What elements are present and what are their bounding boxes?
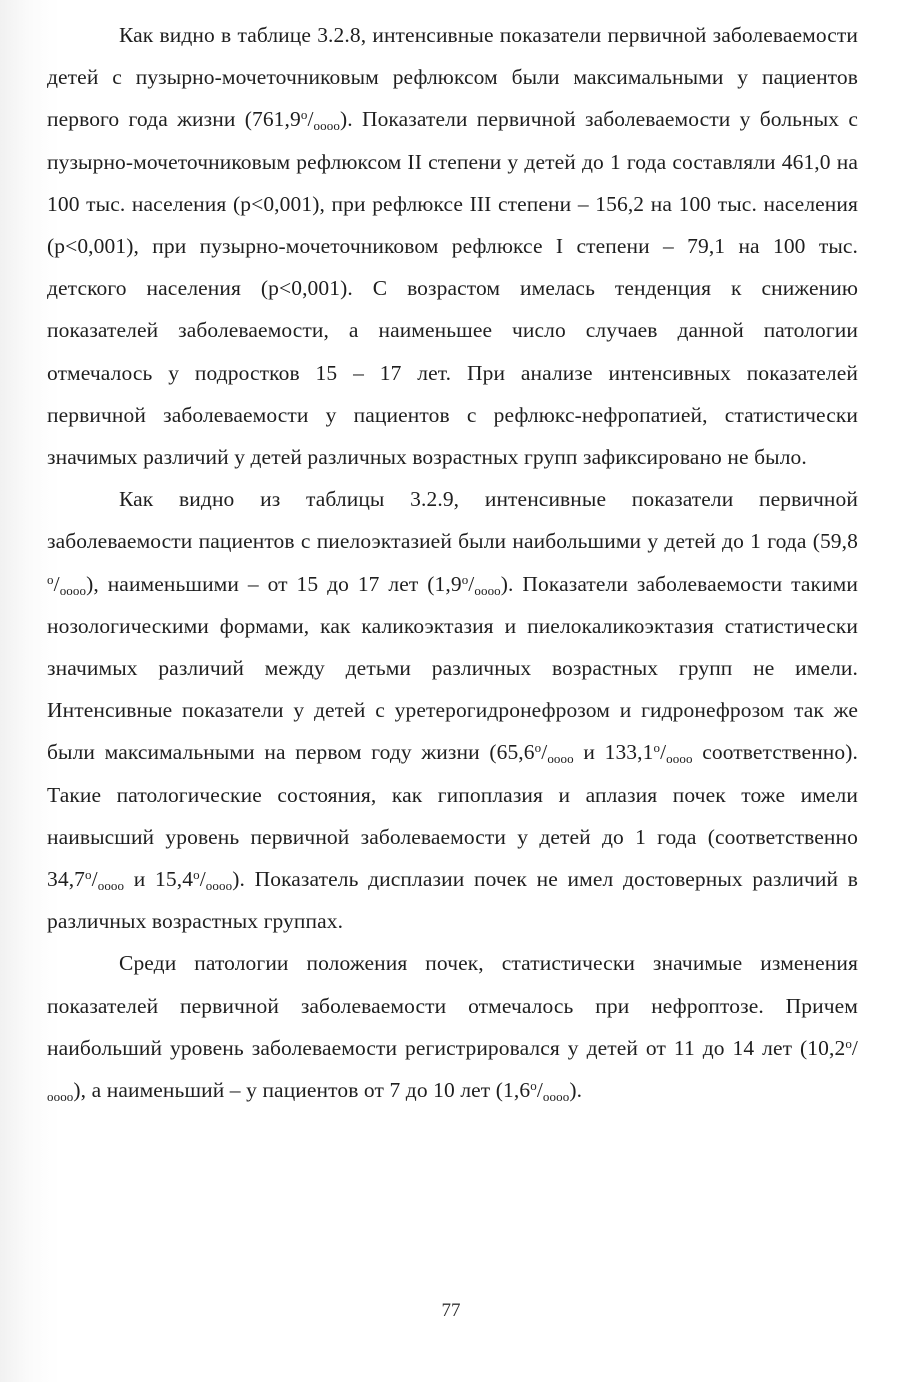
- text-run: ).: [569, 1078, 583, 1103]
- rate-unit-sup: о: [300, 107, 308, 123]
- page-number: 77: [441, 1300, 461, 1321]
- text-run: ), а наименьший – у пациентов от 7 до 10 лет (1,6: [73, 1078, 531, 1103]
- rate-unit: $^о/_{оооо}$: [193, 866, 233, 893]
- rate-unit: $^о/_{оооо}$: [530, 1077, 570, 1104]
- rate-unit: $^о/_{оооо}$: [534, 740, 574, 767]
- rate-unit: $^о/_{оооо}$: [47, 571, 87, 598]
- rate-unit-sup: о: [845, 1035, 852, 1051]
- rate-unit-sub: оооо: [205, 877, 233, 893]
- paragraph-1: [47, 14, 858, 478]
- rate-unit-sup: о: [47, 571, 54, 587]
- rate-unit: $^о/_{оооо}$: [461, 571, 501, 598]
- text-run: ). Показатель дисплазии почек не имел достоверных различий в различных возрастных группах.: [47, 867, 858, 934]
- text-run: и 133,1: [573, 740, 654, 765]
- paragraph-2: [47, 478, 858, 942]
- rate-unit: $^о/_{оооо}$: [85, 866, 125, 893]
- rate-unit-sub: оооо: [474, 582, 501, 598]
- text-run: ), наименьшими – от 15 до 17 лет (1,9: [86, 571, 462, 596]
- rate-unit-sup: о: [530, 1077, 537, 1093]
- rate-unit: $^о/_{оооо}$: [47, 1035, 858, 1104]
- text-run: ). Показатели первичной заболеваемости у больных с пузырно-мочеточниковым рефлюксом II степени у детей до 1 года составляли 461,0 на 100 тыс. населения (p<0,001), при рефлюксе III степени – 156,2 на 100 тыс. населения (p<0,001), при пузырно-мочеточниковом рефлюксе I степени – 79,1 на 100 тыс. детского населения (p<0,001). С возрастом имелась тенденция к снижению показателей заболеваемости, а наименьшее число случаев данной патологии отмечалось у подростков 15 – 17 лет. При анализе интенсивных показателей первичной заболеваемости у пациентов с рефлюкс-нефропатией, статистически значимых различий у детей различных возрастных групп зафиксировано не было.: [47, 107, 858, 470]
- rate-unit-sub: оооо: [666, 751, 693, 767]
- text-run: и 15,4: [124, 867, 194, 892]
- rate-unit-sup: о: [653, 740, 661, 756]
- body-text: [47, 14, 858, 1111]
- rate-unit-sub: оооо: [542, 1088, 570, 1104]
- rate-unit: $^о/_{оооо}$: [300, 107, 340, 134]
- text-run: ). Показатели заболеваемости такими нозологическими формами, как каликоэктазия и пиелокаликоэктазия статистически значимых различий между детьми различных возрастных групп не имели. Интенсивные показатели у детей с уретерогидронефрозом и гидронефрозом так же были максимальными на первом году жизни (65,6: [47, 571, 858, 765]
- paragraph-3: [47, 942, 858, 1111]
- text-run: Как видно из таблицы 3.2.9, интенсивные показатели первичной заболеваемости пациентов с пиелоэктазией были наибольшими у детей до 1 года (59,8: [47, 487, 858, 554]
- rate-unit-sub: оооо: [313, 118, 340, 134]
- rate-unit: $^о/_{оооо}$: [653, 740, 693, 767]
- rate-unit-sup: о: [193, 866, 200, 882]
- rate-unit-sup: о: [85, 866, 92, 882]
- text-run: Среди патологии положения почек, статистически значимые изменения показателей первичной заболеваемости отмечалось при нефроптозе. Причем наибольший уровень заболеваемости регистрировался у детей от 11 до 14 лет (10,2: [47, 951, 858, 1060]
- text-run: соответственно). Такие патологические состояния, как гипоплазия и аплазия почек тоже имели наивысший уровень первичной заболеваемости у детей до 1 года (соответственно 34,7: [47, 740, 858, 892]
- rate-unit-sub: оооо: [547, 751, 574, 767]
- rate-unit-sup: о: [461, 571, 469, 587]
- rate-unit-sub: оооо: [47, 1088, 74, 1104]
- rate-unit-sup: о: [534, 740, 542, 756]
- rate-unit-sub: оооо: [59, 582, 87, 598]
- text-run: Как видно в таблице 3.2.8, интенсивные показатели первичной заболеваемости детей с пузырно-мочеточниковым рефлюксом были максимальными у пациентов первого года жизни (761,9: [47, 23, 858, 132]
- rate-unit-sub: оооо: [97, 877, 125, 893]
